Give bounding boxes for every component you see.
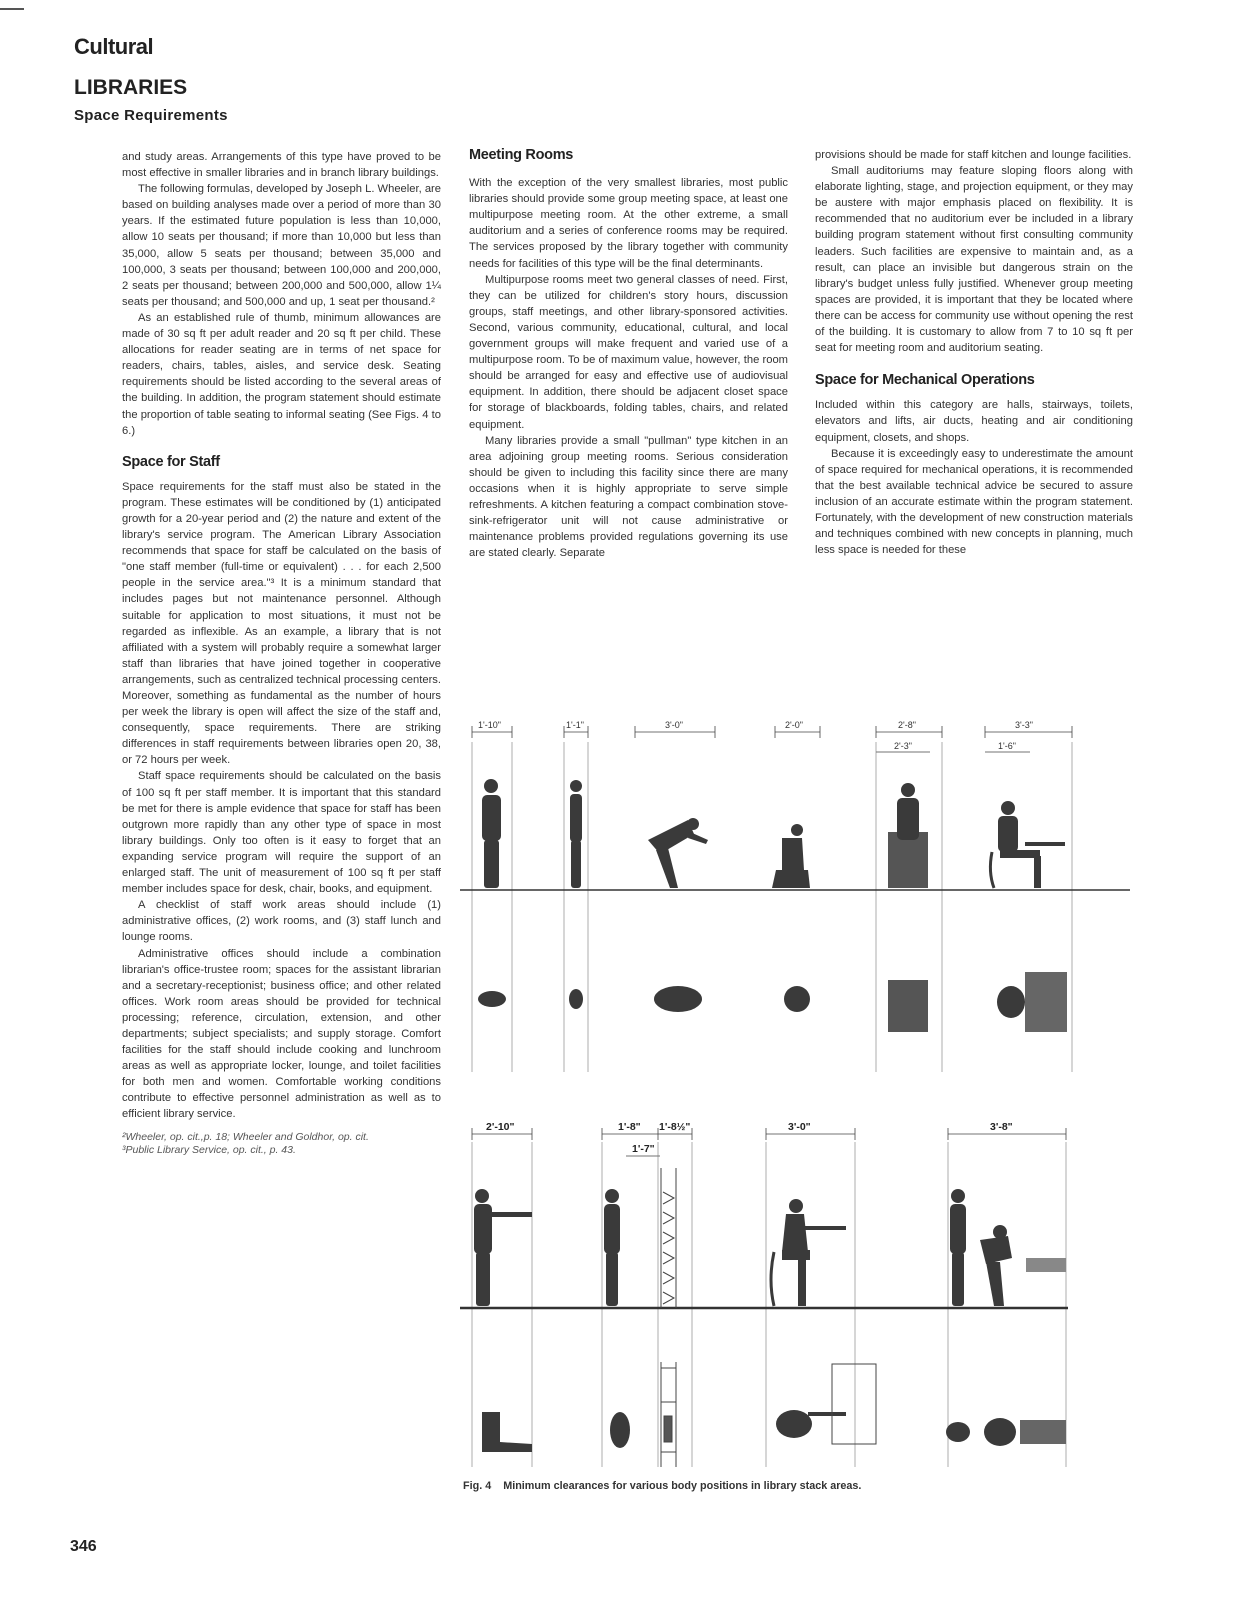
upper-elevation-figures xyxy=(482,779,1065,888)
figure-caption xyxy=(463,1480,861,1492)
figure-4-body-clearances xyxy=(460,712,1140,1472)
standing-person-elevation xyxy=(482,779,501,888)
dim-label: 1'-6" xyxy=(998,741,1016,751)
paragraph: provisions should be made for staff kitchen and lounge facilities. xyxy=(815,149,1132,161)
text-column-2 xyxy=(469,147,788,561)
paragraph: Because it is exceedingly easy to underestimate the amount of space required for mechanical operations, it is recommended that the best available technical advice be secured to assure inclusion of an accurate estimate within the program statement. Fortunately, with the development of new construction materials and techniques combined with new concepts in planning, much less space is needed for these xyxy=(815,447,1133,557)
dim-label: 1'-8½" xyxy=(659,1121,691,1133)
dim-label: 1'-8" xyxy=(618,1121,641,1133)
stack-plan xyxy=(661,1362,676,1467)
paragraph: Space requirements for the staff must also be stated in the program. These estimates will be conditioned by (1) anticipated growth for a 20-year period and (2) the nature and extent of the library's service program. The American Library Association recommends that space for staff be calculated on the basis of "one staff member (full-time or equivalent) . . . for each 2,500 people in the service area."³ It is a minimum standard that includes pages but not maintenance personnel. Although suitable for application to most situations, it must not be regarded as inflexible. As an example, a library that is not affiliated with a system will probably require a somewhat larger staff than libraries that have joined together in cooperative arrangements, such as centralized technical processing centers. Moreover, something as fundamental as the number of hours per week the library is open will affect the size of the staff and, consequently, space requirements. There are striking differences in staff requirements between libraries open 20, 38, or 72 hours per week. xyxy=(122,480,441,767)
lower-elevation-figures xyxy=(474,1168,1066,1308)
dim-label: 2'-10" xyxy=(486,1121,515,1133)
footnote: ²Wheeler, op. cit.,p. 18; Wheeler and Goldhor, op. cit. xyxy=(122,1130,369,1143)
seated-person-elevation xyxy=(990,801,1065,888)
person-plan xyxy=(569,989,583,1009)
bending-plan xyxy=(654,986,702,1012)
dim-label: 2'-3" xyxy=(894,741,912,751)
footnote: ³Public Library Service, op. cit., p. 43. xyxy=(122,1143,296,1156)
paragraph: Multipurpose rooms meet two general classes of need. First, they can be utilized for children's story hours, discussion groups, staff meetings, and other library-sponsored activities. Second, various community, educational, cultural, and local government groups will make frequent and varied use of a multipurpose room. To be of maximum value, however, the room should be arranged for easy and effective use of audiovisual equipment. In addition, there should be adjacent closet space for storage of blackboards, folding tables, chairs, and related equipment. xyxy=(469,273,788,431)
footnotes xyxy=(122,1131,441,1157)
seated-at-table-plan xyxy=(776,1364,876,1444)
dim-label: 1'-1" xyxy=(566,720,584,730)
page-subtitle: Space Requirements xyxy=(74,107,228,124)
standing-at-table-plan xyxy=(888,980,928,1032)
section-heading: Cultural xyxy=(74,34,154,59)
reaching-plan xyxy=(482,1412,532,1452)
dim-label: 3'-3" xyxy=(1015,720,1033,730)
standing-person-elevation xyxy=(604,1189,620,1306)
upper-guide-lines xyxy=(472,742,1072,1072)
upper-dimension-labels xyxy=(478,720,1033,751)
standing-person-side-elevation xyxy=(570,780,582,888)
person-plan xyxy=(610,1412,630,1448)
pair-plan xyxy=(946,1418,1066,1446)
table-plan xyxy=(1025,972,1067,1032)
dim-label: 1'-10" xyxy=(478,720,501,730)
paragraph: Many libraries provide a small "pullman" type kitchen in an area adjoining group meeting rooms. Serious consideration should be given to including this facility since there are many occasions when it is highly appropriate to serve simple refreshments. A kitchen featuring a compact combination stove-sink-refrigerator unit will not cause administrative or maintenance problems provided regulations governing its use are stated clearly. Separate xyxy=(469,434,788,560)
book-stack-elevation xyxy=(661,1168,676,1308)
seated-at-table-person-elevation xyxy=(771,1199,846,1306)
figure-caption-label: Fig. 4 xyxy=(463,1480,492,1492)
dim-label: 2'-8" xyxy=(898,720,916,730)
staff-heading: Space for Staff xyxy=(122,453,220,470)
lower-dimension-row xyxy=(472,1128,1066,1156)
corner-mark xyxy=(0,8,24,10)
page-number: 346 xyxy=(70,1538,97,1555)
standing-and-bending-pair-elevation xyxy=(950,1189,1066,1306)
meeting-rooms-heading: Meeting Rooms xyxy=(469,147,574,163)
paragraph: and study areas. Arrangements of this type have proved to be most effective in smaller libraries and in branch library buildings. xyxy=(122,151,441,180)
seated-plan xyxy=(997,986,1025,1018)
paragraph: Staff space requirements should be calculated on the basis of 100 sq ft per staff member. It is important that this standard be met for there is ample evidence that space for staff has been outgrown more rapidly than any other type of space in most library buildings. Only too often is it easy to forget that an expanding service program will require the support of an enlarged staff. The unit of measurement of 100 sq ft per staff member includes space for desk, chair, books, and equipment. xyxy=(122,770,441,896)
reaching-person-elevation xyxy=(474,1189,532,1306)
bending-person-elevation xyxy=(648,818,708,888)
paragraph: As an established rule of thumb, minimum allowances are made of 30 sq ft per adult reader and 20 sq ft per child. These allocations for reader seating are in terms of net space for readers, chairs, tables, aisles, and service desk. Seating requirements should be listed according to the several areas of the building. In addition, the program statement should estimate the proportion of table seating to informal seating (See Figs. 4 to 6.) xyxy=(122,311,441,437)
lower-dimension-labels xyxy=(486,1121,1013,1155)
figure-caption-text: Minimum clearances for various body positions in library stack areas. xyxy=(503,1480,862,1492)
paragraph: The following formulas, developed by Joseph L. Wheeler, are based on building analyses made over a period of more than 30 years. If the estimated future population is less than 10,000, allow 10 seats per thousand; if more than 10,000 but less than 35,000, allow 5 seats per thousand; between 35,000 and 100,000, 3 seats per thousand; between 100,000 and 200,000, 2 seats per thousand; between 200,000 and 500,000, allow 1¼ seats per thousand; and 500,000 and up, 1 seat per thousand.² xyxy=(122,183,441,308)
lower-plan-figures xyxy=(482,1362,1066,1467)
dim-label: 3'-0" xyxy=(788,1121,811,1133)
dim-label: 3'-8" xyxy=(990,1121,1013,1133)
person-plan xyxy=(478,991,506,1007)
lower-guide-lines xyxy=(472,1142,1066,1467)
kneeling-plan xyxy=(784,986,810,1012)
page-title: LIBRARIES xyxy=(74,76,188,99)
standing-at-table-elevation xyxy=(888,783,928,888)
mechanical-heading: Space for Mechanical Operations xyxy=(815,372,1035,389)
dim-label: 2'-0" xyxy=(785,720,803,730)
paragraph: Small auditoriums may feature sloping floors along with elaborate lighting, stage, and projection equipment, or they may be austere with major emphasis placed on flexibility. It is recommended that no auditorium ever be included in a library building program statement without first consulting community leaders. Such facilities are expensive to maintain and, as a result, can place an invisible but dangerous strain on the library's budget unless fully justified. Whenever group meeting spaces are provided, it is important that they be located where there can be access for community use without opening the rest of the building. It is customary to allow from 7 to 10 sq ft per seat for meeting room and auditorium seating. xyxy=(815,165,1133,355)
paragraph: A checklist of staff work areas should include (1) administrative offices, (2) work rooms, and (3) staff lunch and lounge rooms. xyxy=(122,899,441,944)
paragraph: With the exception of the very smallest libraries, most public libraries should provide some group meeting space, at least one multipurpose meeting room. At the other extreme, a small auditorium and a series of conference rooms may be required. The services proposed by the library together with community needs for facilities of this type will be the final determinants. xyxy=(469,177,788,270)
text-column-1 xyxy=(122,149,441,1157)
kneeling-person-elevation xyxy=(772,824,810,888)
paragraph: Administrative offices should include a combination librarian's office-trustee room; spaces for the assistant librarian and a secretary-receptionist; business office; and other related offices. Work room areas should be provided for technical processing; reference, circulation, extension, and other departments; subject specialists; and supply storage. Comfort facilities for the staff should include cooking and lunchroom areas as well as appropriate locker, lounge, and toilet facilities for both men and women. Comfortable working conditions contribute to effective personnel administration as well as to efficient library service. xyxy=(122,947,441,1121)
paragraph: Included within this category are halls, stairways, toilets, elevators and lifts, air ducts, heating and air conditioning equipment, closets, and shops. xyxy=(815,399,1133,444)
dim-label: 3'-0" xyxy=(665,720,683,730)
upper-dimension-row xyxy=(472,726,1072,752)
dim-label: 1'-7" xyxy=(632,1143,655,1155)
text-column-3 xyxy=(815,147,1133,558)
upper-plan-figures xyxy=(478,972,1067,1032)
